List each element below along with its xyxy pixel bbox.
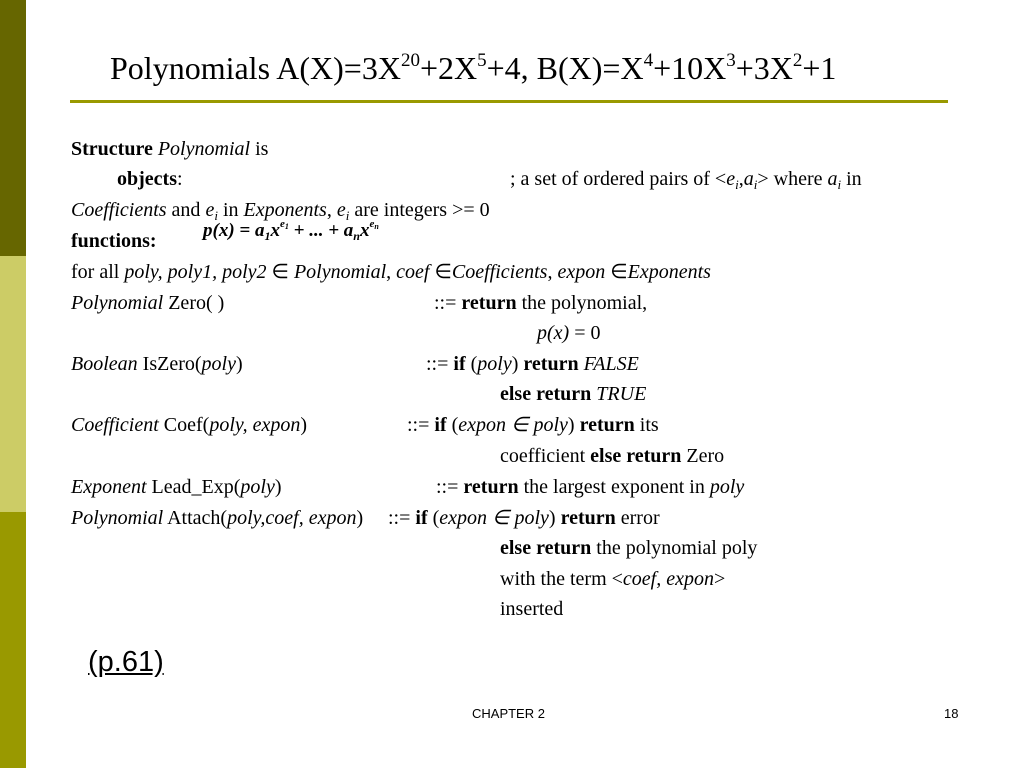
functions-label: functions: — [71, 230, 157, 252]
attach-else: else return the polynomial poly — [500, 537, 758, 559]
iszero-else: else return TRUE — [500, 383, 647, 405]
structure-line: Structure Polynomial is — [71, 138, 269, 160]
footer-page-number: 18 — [944, 706, 959, 721]
title-divider — [70, 100, 948, 103]
objects-description: ; a set of ordered pairs of $<e_i,a_i>$ where $a_i$ in — [510, 168, 862, 192]
sidebar-decoration — [0, 0, 26, 768]
iszero-signature: Boolean IsZero(poly) — [71, 353, 243, 375]
leadexp-definition: ::= return the largest exponent in poly — [436, 476, 745, 498]
zero-definition: ::= return the polynomial, — [434, 292, 648, 314]
page-reference: (p.61) — [88, 646, 164, 678]
polynomial-formula: $p(x) = a_1x^{e_1}$ + ... + $a_nx^{e_n}$ — [203, 218, 379, 243]
footer-chapter: CHAPTER 2 — [472, 706, 545, 721]
forall-line: for all poly, poly1, poly2 ∈ Polynomial, coef ∈Coefficients, expon ∈Exponents — [71, 261, 711, 283]
zero-signature: Polynomial Zero( ) — [71, 292, 225, 314]
attach-signature: Polynomial Attach(poly,coef, expon) — [71, 507, 364, 529]
sidebar-band-dark — [0, 0, 26, 256]
slide-title: Polynomials $A(X)=3X^{20}+2X^5+4$, $B(X)=X^4+10X^3+3X^2+1$ — [110, 50, 837, 86]
iszero-definition: ::= if (poly) return FALSE — [426, 353, 639, 375]
coef-signature: Coefficient Coef(poly, expon) — [71, 414, 308, 436]
zero-definition-cont: p(x) = 0 — [537, 322, 601, 344]
coef-definition: ::= if (expon ∈ poly) return its — [407, 414, 659, 436]
sidebar-band-mid — [0, 512, 26, 768]
leadexp-signature: Exponent Lead_Exp(poly) — [71, 476, 282, 498]
sidebar-band-light — [0, 256, 26, 512]
coef-else: coefficient else return Zero — [500, 445, 725, 467]
objects-label: objects: — [117, 168, 183, 190]
attach-inserted: inserted — [500, 598, 564, 620]
attach-definition: ::= if (expon ∈ poly) return error — [388, 507, 660, 529]
attach-with-term: with the term <coef, expon> — [500, 568, 726, 590]
objects-constraint: Coefficients and $e_i$ in Exponents, $e_i$ are integers >= 0 — [71, 199, 490, 223]
